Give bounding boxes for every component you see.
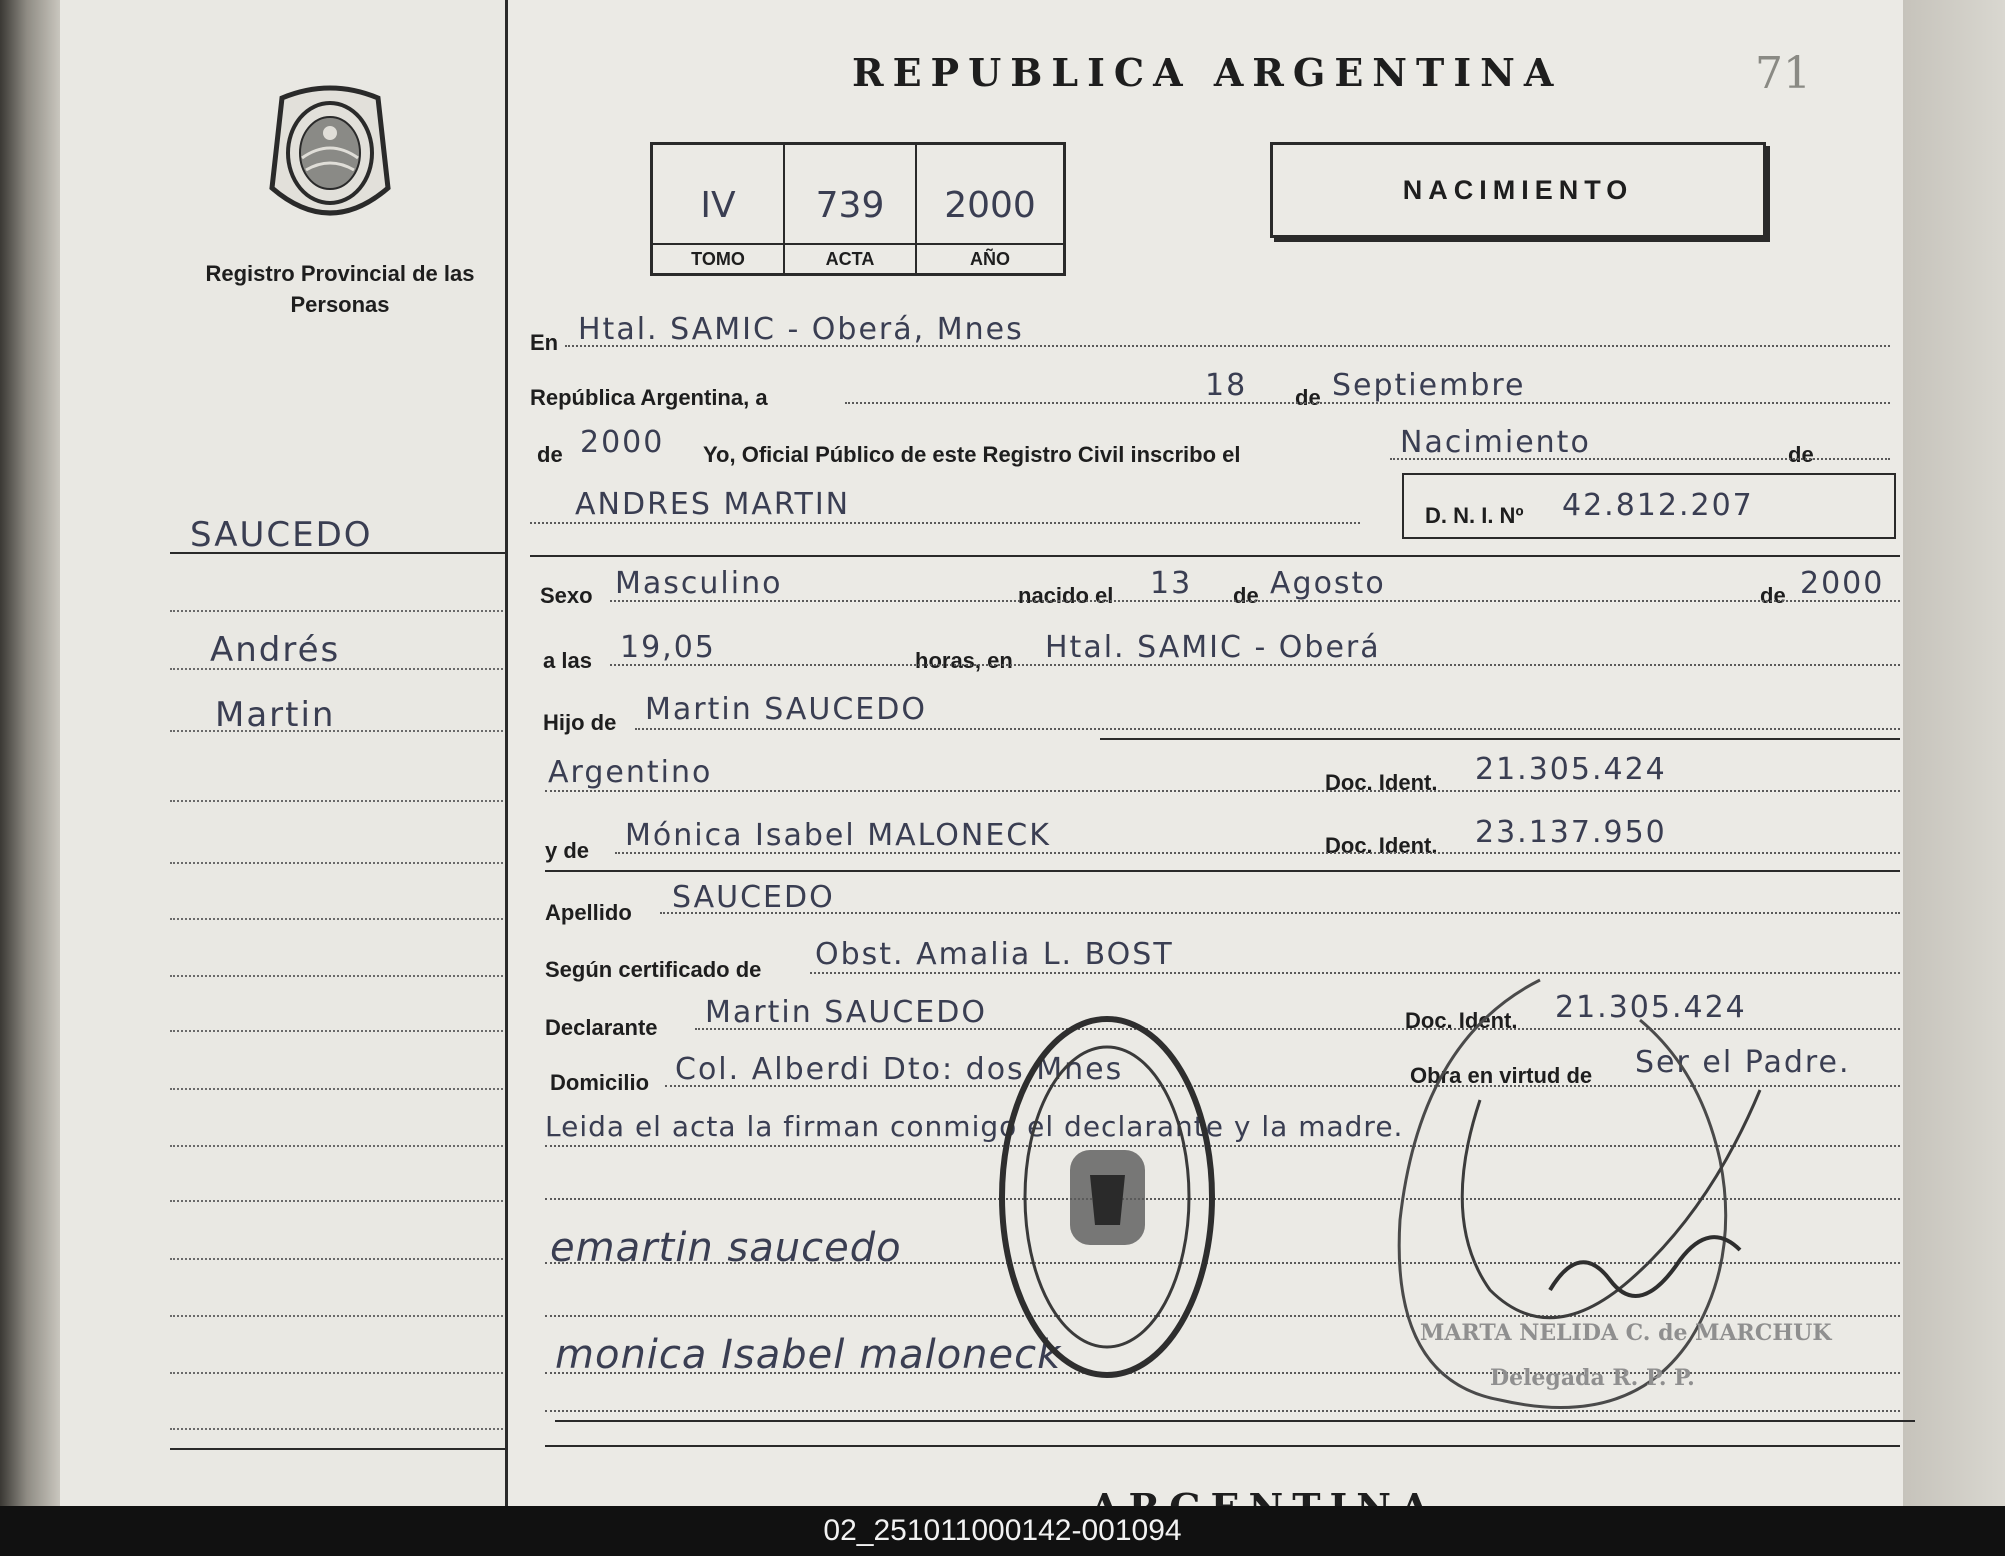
dni-value: 42.812.207	[1562, 488, 1754, 523]
madre-value: Mónica Isabel MALONECK	[625, 818, 1051, 853]
domicilio-value: Col. Alberdi Dto: dos Mnes	[675, 1052, 1124, 1087]
dotted-line	[530, 522, 1360, 524]
padre-value: Martin SAUCEDO	[645, 692, 927, 727]
acta-label: ACTA	[785, 243, 915, 270]
stub-line	[170, 668, 510, 670]
official-stamp-icon	[995, 1010, 1220, 1385]
apellido-label: Apellido	[545, 900, 632, 925]
signature-padre: emartin saucedo	[550, 1225, 902, 1271]
official-signature-icon	[1380, 960, 1800, 1430]
document-type: NACIMIENTO	[1402, 174, 1634, 205]
tomo-cell	[653, 145, 785, 273]
madre-doc: 23.137.950	[1475, 815, 1667, 850]
year-value: 2000	[580, 425, 665, 460]
birth-month: Agosto	[1270, 566, 1386, 601]
dotted-line	[615, 852, 1900, 854]
stub-line	[170, 1030, 510, 1032]
document-type-box	[1270, 142, 1766, 238]
declarante-label: Declarante	[545, 1015, 658, 1040]
bottom-rule	[545, 1445, 1900, 1447]
section-rule	[545, 870, 1900, 872]
dotted-line	[635, 728, 1900, 730]
de-label: de	[537, 442, 563, 467]
stub-given-name-2: Martin	[215, 695, 336, 735]
horas-label: horas, en	[915, 648, 1013, 673]
anio-value: 2000	[944, 185, 1036, 226]
doc-ident-label: Doc. Ident.	[1405, 1008, 1518, 1033]
stub-line	[170, 1372, 510, 1374]
sexo-label: Sexo	[540, 583, 593, 608]
next-page-title	[1090, 1485, 1438, 1506]
yo-text: Yo, Oficial Público de este Registro Civil inscribo el	[703, 442, 1241, 467]
domicilio-label: Domicilio	[550, 1070, 650, 1095]
child-name: ANDRES MARTIN	[575, 487, 851, 522]
lugar-value: Htal. SAMIC - Oberá	[1045, 630, 1381, 665]
registry-box	[650, 142, 1066, 276]
stub-line	[170, 1088, 510, 1090]
acta-value: 739	[815, 185, 885, 226]
image-caption: 02_251011000142-001094	[0, 1506, 2005, 1556]
stub-line	[170, 975, 510, 977]
nacido-label: nacido el	[1018, 583, 1114, 608]
section-rule	[530, 555, 1900, 557]
dotted-line	[610, 600, 1900, 602]
acta-cell	[785, 145, 917, 273]
obra-value: Ser el Padre.	[1635, 1045, 1851, 1080]
tomo-label: TOMO	[653, 243, 783, 270]
doc-ident-label: Doc. Ident.	[1325, 833, 1438, 858]
stub-line	[170, 730, 510, 732]
dotted-line	[1390, 458, 1890, 460]
de-label: de	[1233, 583, 1259, 608]
anio-label: AÑO	[917, 243, 1063, 270]
stub-line	[170, 918, 510, 920]
stub-line	[170, 1200, 510, 1202]
stub-bottom-rule	[170, 1448, 510, 1450]
stub-line	[170, 1145, 510, 1147]
apellido-value: SAUCEDO	[672, 880, 835, 915]
de-label: de	[1295, 385, 1321, 410]
stub-given-name-1: Andrés	[210, 630, 341, 670]
stub-line	[170, 862, 510, 864]
dotted-line	[845, 402, 1890, 404]
page-number: 71	[1755, 48, 1811, 99]
stub-surname: SAUCEDO	[190, 515, 373, 555]
section-rule	[1100, 738, 1900, 740]
sexo-value: Masculino	[615, 566, 783, 601]
obra-label: Obra en virtud de	[1410, 1063, 1593, 1088]
stub-line	[170, 1315, 510, 1317]
book-spine	[0, 0, 60, 1506]
stub-surname-rule	[170, 552, 510, 554]
en-label: En	[530, 330, 559, 355]
dotted-line	[610, 664, 1900, 666]
hora-value: 19,05	[620, 630, 716, 665]
de-label: de	[1760, 583, 1786, 608]
month-value: Septiembre	[1332, 368, 1526, 403]
anio-cell	[917, 145, 1063, 273]
birth-year: 2000	[1800, 566, 1885, 601]
dotted-line	[660, 912, 1900, 914]
declarante-value: Martin SAUCEDO	[705, 995, 987, 1030]
padre-nacionalidad: Argentino	[548, 755, 713, 790]
page-edge	[1903, 0, 2005, 1506]
stub-line	[170, 800, 510, 802]
stub-line	[170, 1428, 510, 1430]
de-label: de	[1788, 442, 1814, 467]
doc-ident-label: Doc. Ident.	[1325, 770, 1438, 795]
official-name-stamp: MARTA NELIDA C. de MARCHUK	[1420, 1320, 1832, 1346]
dni-label: D. N. I. Nº	[1425, 503, 1524, 528]
declarante-doc: 21.305.424	[1555, 990, 1747, 1025]
leida-text: Leida el acta la firman conmigo el declarante y la madre.	[545, 1110, 1404, 1143]
birth-day: 13	[1150, 566, 1193, 601]
dotted-line	[565, 345, 1890, 347]
en-value: Htal. SAMIC - Oberá, Mnes	[578, 312, 1024, 347]
registry-institution: Registro Provincial de las Personas	[205, 261, 475, 317]
stub-line	[170, 1258, 510, 1260]
republica-label: República Argentina, a	[530, 385, 768, 410]
dotted-line	[545, 790, 1900, 792]
hijo-label: Hijo de	[543, 710, 617, 735]
padre-doc: 21.305.424	[1475, 752, 1667, 787]
signature-madre: monica Isabel maloneck	[555, 1332, 1062, 1378]
segun-label: Según certificado de	[545, 957, 762, 982]
official-role-stamp: Delegada R. P. P.	[1490, 1365, 1695, 1391]
stub-line	[170, 610, 510, 612]
a-las-label: a las	[543, 648, 592, 673]
tomo-value: IV	[700, 185, 736, 226]
y-de-label: y de	[545, 838, 590, 863]
day-value: 18	[1205, 368, 1248, 403]
nacimiento-value: Nacimiento	[1400, 425, 1591, 460]
provincial-seal-icon	[262, 78, 398, 228]
segun-value: Obst. Amalia L. BOST	[815, 937, 1174, 972]
country-title: REPUBLICA ARGENTINA	[852, 50, 1563, 95]
